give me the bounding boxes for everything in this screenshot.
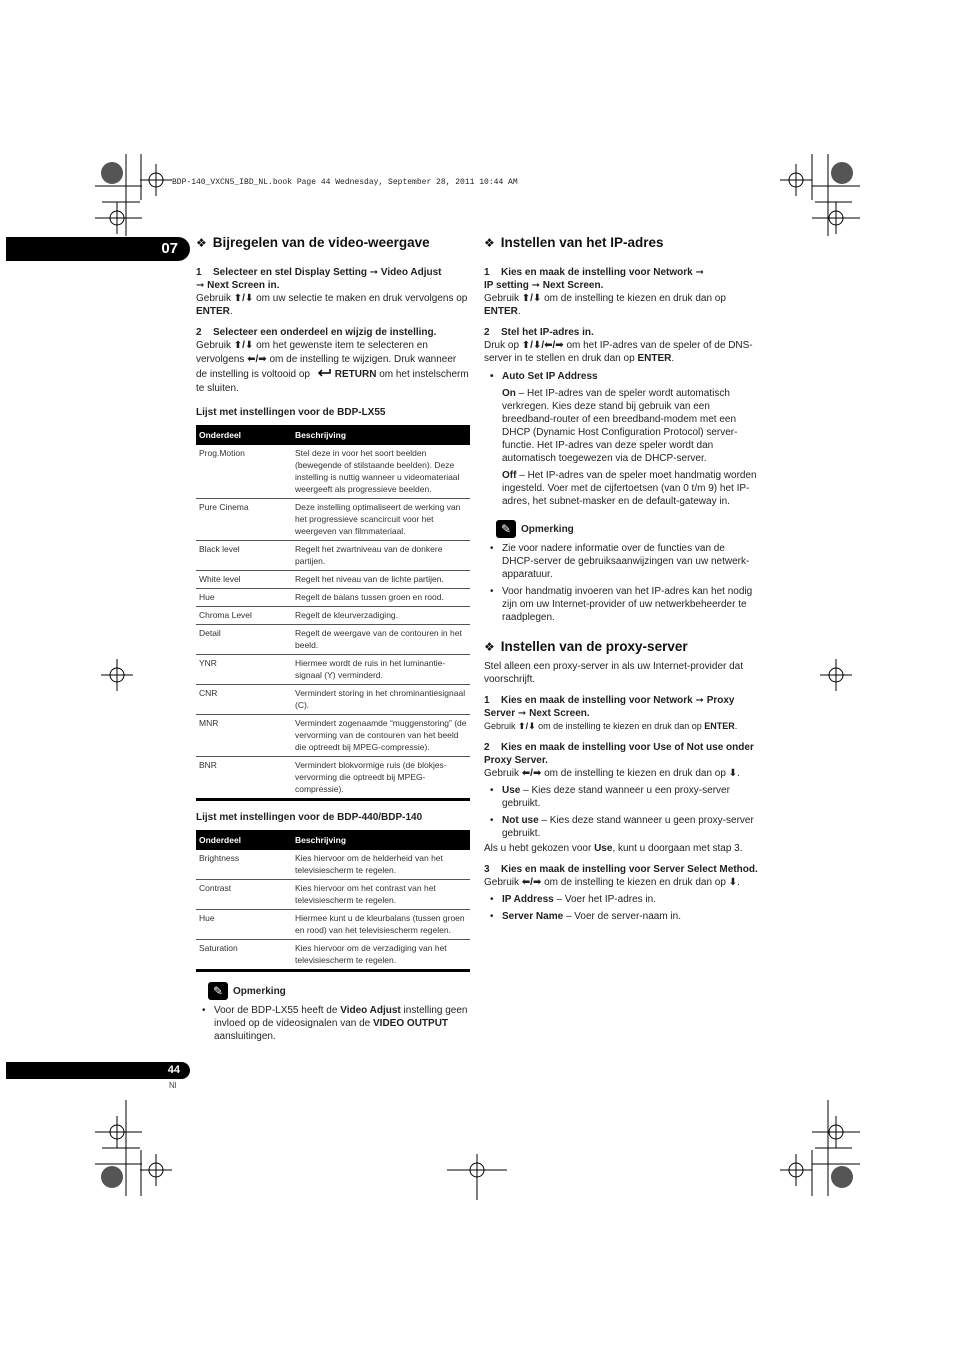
table-cell-item: Hue (196, 910, 292, 940)
table-cell-description: Regelt de weergave van de contouren in het beeld. (292, 625, 470, 655)
list-item: • Not use – Kies deze stand wanneer u geen proxy-server gebruikt. (484, 814, 759, 840)
proxy-step-1-body: Gebruik ⬆/⬇ om de instelling te kiezen en druk dan op ENTER. (484, 721, 738, 731)
table-row (196, 607, 470, 625)
table-cell-item: White level (196, 571, 292, 589)
updown-keys-icon: ⬆/⬇ (518, 721, 536, 731)
proxy-step-1: 1 Kies en maak de instelling voor Network ➞ Proxy Server ➞ Next Screen. (484, 695, 735, 719)
right-column (484, 234, 759, 923)
step-2-body: Gebruik ⬆/⬇ om het gewenste item te selecteren en vervolgens ⬅/➡ om de instelling te wijzigen. Druk wanneer de instelling is voltooid op RETURN om het instelscherm te sluiten. (196, 340, 469, 394)
proxy-step-3-body: Gebruik ⬅/➡ om de instelling te kiezen en druk dan op ⬇. (484, 877, 740, 888)
page-number-tab: 44 (6, 1062, 190, 1079)
leftright-keys-icon: ⬅/➡ (521, 768, 542, 779)
list-item: • IP Address – Voer het IP-adres in. (484, 893, 759, 906)
list-item: • Use – Kies deze stand wanneer u een proxy-server gebruikt. (484, 784, 759, 810)
table-cell-description: Kies hiervoor om de verzadiging van het televisiescherm te regelen. (292, 940, 470, 971)
step-1: 1 Selecteer en stel Display Setting ➞ Video Adjust ➞ Next Screen in. (196, 267, 442, 291)
table-cell-item: Black level (196, 541, 292, 571)
table-row (196, 589, 470, 607)
diamond-icon: ❖ (484, 640, 495, 654)
table-cell-item: Contrast (196, 880, 292, 910)
diamond-icon: ❖ (196, 236, 207, 250)
proxy-continue-note: Als u hebt gekozen voor Use, kunt u doorgaan met stap 3. (484, 843, 743, 854)
col-header: Onderdeel (196, 425, 292, 445)
table-cell-item: Brightness (196, 850, 292, 880)
note-heading: ✎ Opmerking (484, 520, 759, 538)
table-cell-item: Saturation (196, 940, 292, 971)
table-cell-item: YNR (196, 655, 292, 685)
table-row (196, 850, 470, 880)
settings-table-lx55 (196, 425, 470, 801)
proxy-use-list (484, 784, 759, 840)
table1-title: Lijst met instellingen voor de BDP-LX55 (196, 407, 386, 418)
table-row (196, 940, 470, 971)
table-row (196, 910, 470, 940)
down-key-icon: ⬇ (728, 877, 738, 888)
table-cell-item: Hue (196, 589, 292, 607)
pencil-note-icon: ✎ (496, 520, 516, 538)
table-cell-item: Pure Cinema (196, 499, 292, 541)
section-title-video: ❖ Bijregelen van de video-weergave (196, 235, 430, 250)
table-cell-description: Vermindert zogenaamde “muggenstoring” (de vervorming van de contouren van het beeld die optreedt bij MPEG-compressie). (292, 715, 470, 757)
auto-ip-list (484, 370, 759, 383)
note-list (196, 1004, 470, 1043)
step-2: 2 Selecteer een onderdeel en wijzig de instelling. (196, 327, 437, 338)
left-column (196, 234, 470, 1043)
arrow-icon: ➞ (695, 695, 704, 706)
list-item: • Zie voor nadere informatie over de functies van de DHCP-server de gebruiksaanwijzingen van uw netwerk-apparatuur. (484, 542, 759, 581)
chapter-tab: 07 (6, 237, 190, 261)
off-description: Off – Het IP-adres van de speler moet handmatig worden ingesteld. Voer met de cijfertoetsen (van 0 t/m 9) het IP-adres, het subnet-masker en de default-gateway in. (502, 470, 757, 507)
diamond-icon: ❖ (484, 236, 495, 250)
leftright-keys-icon: ⬅/➡ (521, 877, 542, 888)
table-cell-description: Vermindert blokvormige ruis (de blokjesvervorming die optreedt bij MPEG-compressie). (292, 757, 470, 800)
table-row (196, 499, 470, 541)
table-row (196, 571, 470, 589)
table-row (196, 880, 470, 910)
table-cell-item: Chroma Level (196, 607, 292, 625)
table-row (196, 655, 470, 685)
section-title-proxy: ❖ Instellen van de proxy-server (484, 639, 688, 654)
down-key-icon: ⬇ (728, 768, 738, 779)
pencil-note-icon: ✎ (208, 982, 228, 1000)
ip-step-2-body: Druk op ⬆/⬇/⬅/➡ om het IP-adres van de speler of de DNS-server in te stellen en druk dan op ENTER. (484, 340, 753, 364)
table-cell-description: Kies hiervoor om het contrast van het televisiescherm te regelen. (292, 880, 470, 910)
proxy-step-2: 2 Kies en maak de instelling voor Use of Not use onder Proxy Server. (484, 742, 754, 766)
leftright-keys-icon: ⬅/➡ (247, 354, 267, 365)
table-cell-description: Regelt het niveau van de lichte partijen. (292, 571, 470, 589)
section-title-ip: ❖ Instellen van het IP-adres (484, 235, 664, 250)
table-row (196, 685, 470, 715)
table-row (196, 757, 470, 800)
arrow-icon: ➞ (531, 280, 540, 291)
updown-keys-icon: ⬆/⬇ (233, 293, 254, 304)
proxy-step-2-body: Gebruik ⬅/➡ om de instelling te kiezen en druk dan op ⬇. (484, 768, 740, 779)
table-row (196, 715, 470, 757)
list-item: • Server Name – Voer de server-naam in. (484, 910, 759, 923)
table-cell-description: Regelt de kleurverzadiging. (292, 607, 470, 625)
arrow-icon: ➞ (695, 267, 704, 278)
table-cell-description: Regelt het zwartniveau van de donkere partijen. (292, 541, 470, 571)
arrow-keys-icon: ⬆/⬇/⬅/➡ (521, 340, 564, 351)
step-1-body: Gebruik ⬆/⬇ om uw selectie te maken en druk vervolgens op ENTER. (196, 293, 468, 317)
arrow-icon: ➞ (369, 267, 379, 278)
table-cell-item: BNR (196, 757, 292, 800)
note-heading: ✎ Opmerking (196, 982, 470, 1000)
settings-table-440-140 (196, 830, 470, 972)
list-item: • Voor handmatig invoeren van het IP-adres kan het nodig zijn om uw Internet-provider of uw netwerkbeheerder te raadplegen. (484, 585, 759, 624)
ip-step-2: 2 Stel het IP-adres in. (484, 327, 594, 338)
ip-note-list (484, 542, 759, 624)
table-cell-description: Kies hiervoor om de helderheid van het televisiescherm te regelen. (292, 850, 470, 880)
col-header: Beschrijving (292, 425, 470, 445)
table-row (196, 541, 470, 571)
updown-keys-icon: ⬆/⬇ (521, 293, 542, 304)
table-cell-description: Hiermee wordt de ruis in het luminantiesignaal (Y) verminderd. (292, 655, 470, 685)
table-cell-description: Vermindert storing in het chrominantiesignaal (C). (292, 685, 470, 715)
list-item: • Auto Set IP Address (484, 370, 759, 383)
col-header: Onderdeel (196, 830, 292, 850)
return-arrow-icon (316, 367, 332, 382)
proxy-intro: Stel alleen een proxy-server in als uw Internet-provider dat voorschrijft. (484, 661, 744, 685)
arrow-icon: ➞ (517, 708, 527, 719)
on-description: On – Het IP-adres van de speler wordt automatisch verkregen. Kies deze stand bij gebruik van een breedband-router of een breedband-modem met een DHCP (Dynamic Host Configuration Protocol) server-functie. Het IP-adres van deze speler wordt dan automatisch toegewezen via de DHCP-server. (502, 388, 738, 464)
table-cell-description: Stel deze in voor het soort beelden (bewegende of stilstaande beelden). Deze instelling is nuttig wanneer u videomateriaal weergeeft als progressieve beelden. (292, 445, 470, 499)
table2-title: Lijst met instellingen voor de BDP-440/BDP-140 (196, 812, 423, 823)
ip-step-1: 1 Kies en maak de instelling voor Network ➞ IP setting ➞ Next Screen. (484, 267, 704, 291)
table-cell-item: Detail (196, 625, 292, 655)
table-cell-description: Hiermee kunt u de kleurbalans (tussen groen en rood) van het televisiescherm regelen. (292, 910, 470, 940)
table-cell-description: Regelt de balans tussen groen en rood. (292, 589, 470, 607)
col-header: Beschrijving (292, 830, 470, 850)
server-method-list (484, 893, 759, 923)
proxy-step-3: 3 Kies en maak de instelling voor Server Select Method. (484, 864, 758, 875)
table-cell-item: MNR (196, 715, 292, 757)
table-cell-item: Prog.Motion (196, 445, 292, 499)
list-item: • Voor de BDP-LX55 heeft de Video Adjust instelling geen invloed op de videosignalen van de VIDEO OUTPUT aansluitingen. (196, 1004, 470, 1043)
table-row (196, 625, 470, 655)
updown-keys-icon: ⬆/⬇ (233, 340, 254, 351)
table-row (196, 445, 470, 499)
table-cell-item: CNR (196, 685, 292, 715)
ip-step-1-body: Gebruik ⬆/⬇ om de instelling te kiezen en druk dan op ENTER. (484, 293, 726, 317)
table-cell-description: Deze instelling optimaliseert de werking van het progressieve scancircuit voor het weergeven van filmmateriaal. (292, 499, 470, 541)
arrow-icon: ➞ (196, 280, 205, 291)
language-code: Nl (169, 1081, 177, 1090)
file-info: BDP-140_VXCN5_IBD_NL.book Page 44 Wednesday, September 28, 2011 10:44 AM (172, 178, 518, 187)
